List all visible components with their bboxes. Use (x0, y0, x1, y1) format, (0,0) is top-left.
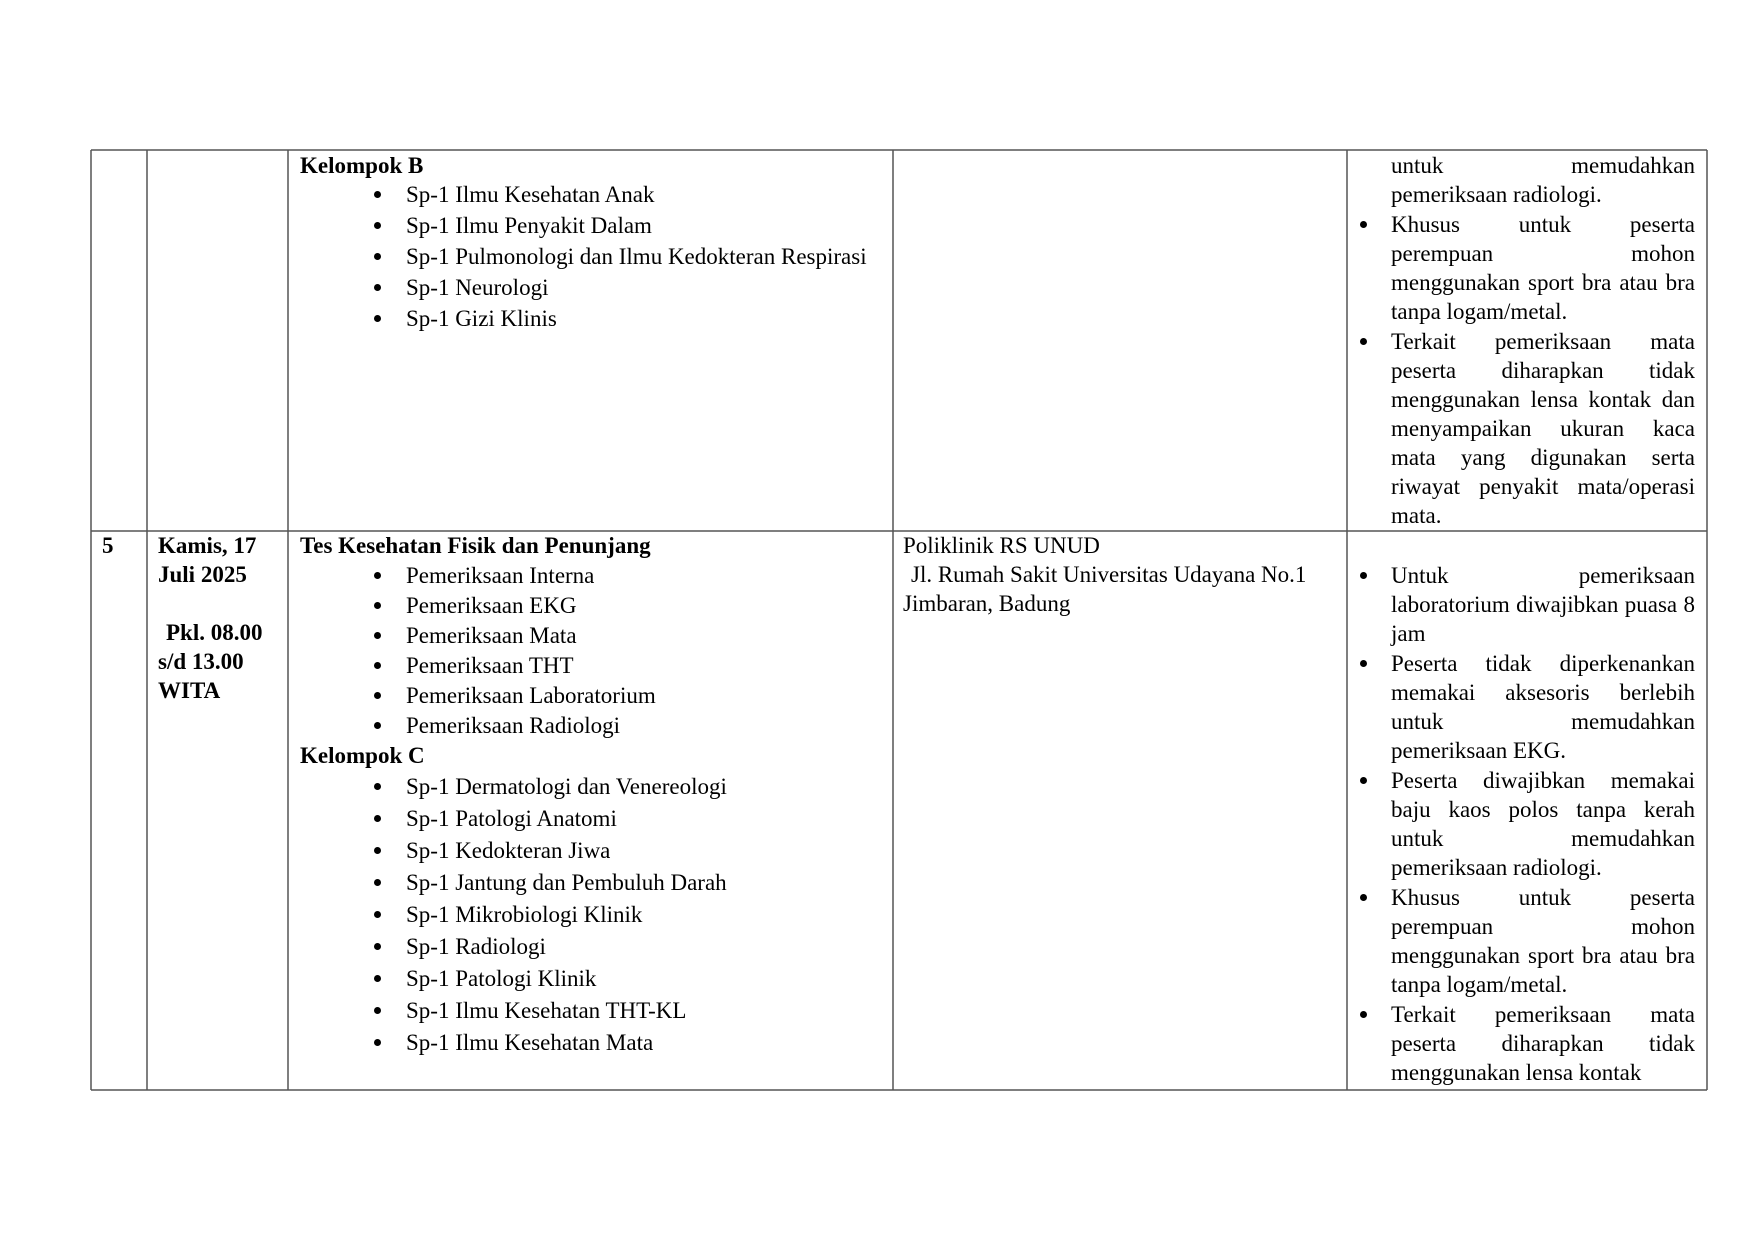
bullet-icon (374, 572, 381, 579)
time-line: Pkl. 08.00 (166, 620, 263, 645)
bullet-icon (374, 222, 381, 229)
list-item: Terkait pemeriksaan mata peserta diharapkan tidak menggunakan lensa kontak (1348, 1000, 1695, 1087)
prev-notes-list (1348, 210, 1695, 530)
bullet-icon (1360, 221, 1367, 228)
bullet-icon (1360, 660, 1367, 667)
bullet-icon (374, 253, 381, 260)
list-item: Terkait pemeriksaan mata peserta diharapkan tidak menggunakan lensa kontak dan menyampaikan ukuran kaca mata yang digunakan serta riwayat penyakit mata/operasi mata. (1348, 327, 1695, 530)
bullet-icon (374, 284, 381, 291)
activity-cell (300, 531, 890, 1057)
bullet-icon (1360, 777, 1367, 784)
bullet-icon (374, 1039, 381, 1046)
bullet-icon (374, 943, 381, 950)
bullet-icon (374, 783, 381, 790)
row-number: 5 (102, 533, 114, 558)
date-time-cell (158, 531, 286, 705)
group-b-title: Kelompok B (300, 153, 424, 178)
bullet-icon (374, 315, 381, 322)
time-line: s/d 13.00 (158, 649, 244, 674)
location-area: Jimbaran, Badung (903, 591, 1071, 616)
list-item: Sp-1 Dermatologi dan Venereologi (300, 772, 890, 801)
location-name: Poliklinik RS UNUD (903, 533, 1100, 558)
bullet-icon (374, 879, 381, 886)
list-item: Pemeriksaan Radiologi (300, 711, 890, 740)
location-address: Jl. Rumah Sakit Universitas Udayana No.1 (911, 562, 1307, 587)
list-item: Sp-1 Jantung dan Pembuluh Darah (300, 868, 890, 897)
group-b-list (300, 180, 890, 333)
bullet-icon (374, 602, 381, 609)
list-item: Untuk pemeriksaan laboratorium diwajibkan puasa 8 jam (1348, 561, 1695, 648)
bullet-icon (374, 815, 381, 822)
date-line: Kamis, 17 (158, 533, 257, 558)
list-item: Pemeriksaan Interna (300, 561, 890, 590)
list-item: Pemeriksaan EKG (300, 591, 890, 620)
list-item: Pemeriksaan Laboratorium (300, 681, 890, 710)
list-item: Khusus untuk peserta perempuan mohon menggunakan sport bra atau bra tanpa logam/metal. (1348, 210, 1695, 326)
date-line: Juli 2025 (158, 562, 247, 587)
group-c-list (300, 772, 890, 1057)
notes-lead-text: untuk memudahkan pemeriksaan radiologi. (1391, 153, 1695, 207)
list-item: Sp-1 Neurologi (300, 273, 890, 302)
activity-title: Tes Kesehatan Fisik dan Penunjang (300, 533, 651, 558)
bullet-icon (374, 662, 381, 669)
list-item: Pemeriksaan THT (300, 651, 890, 680)
bullet-icon (374, 1007, 381, 1014)
list-item: Sp-1 Patologi Klinik (300, 964, 890, 993)
list-item: Sp-1 Ilmu Kesehatan Anak (300, 180, 890, 209)
list-item: Sp-1 Ilmu Kesehatan Mata (300, 1028, 890, 1057)
bullet-icon (374, 975, 381, 982)
list-item: Sp-1 Gizi Klinis (300, 304, 890, 333)
bullet-icon (1360, 1011, 1367, 1018)
bullet-icon (374, 632, 381, 639)
bullet-icon (374, 722, 381, 729)
prev-notes-cell (1348, 151, 1695, 530)
list-item: Pemeriksaan Mata (300, 621, 890, 650)
list-item: Sp-1 Kedokteran Jiwa (300, 836, 890, 865)
bullet-icon (1360, 894, 1367, 901)
list-item: Peserta diwajibkan memakai baju kaos polos tanpa kerah untuk memudahkan pemeriksaan radiologi. (1348, 766, 1695, 882)
list-item: Sp-1 Patologi Anatomi (300, 804, 890, 833)
list-item: Khusus untuk peserta perempuan mohon menggunakan sport bra atau bra tanpa logam/metal. (1348, 883, 1695, 999)
list-item: Sp-1 Mikrobiologi Klinik (300, 900, 890, 929)
list-item: Sp-1 Radiologi (300, 932, 890, 961)
list-item: Sp-1 Ilmu Penyakit Dalam (300, 211, 890, 240)
bullet-icon (1360, 338, 1367, 345)
location-cell (903, 531, 1345, 618)
bullet-icon (374, 911, 381, 918)
bullet-icon (374, 692, 381, 699)
notes-list (1348, 561, 1695, 1087)
list-item: Sp-1 Ilmu Kesehatan THT-KL (300, 996, 890, 1025)
activity-list (300, 561, 890, 740)
bullet-icon (374, 191, 381, 198)
notes-cell (1348, 561, 1695, 1087)
time-line: WITA (158, 678, 221, 703)
bullet-icon (1360, 572, 1367, 579)
bullet-icon (374, 847, 381, 854)
prev-activity-cell (300, 151, 890, 333)
list-item: Peserta tidak diperkenankan memakai aksesoris berlebih untuk memudahkan pemeriksaan EKG. (1348, 649, 1695, 765)
group-c-title: Kelompok C (300, 743, 425, 768)
list-item: Sp-1 Pulmonologi dan Ilmu Kedokteran Respirasi (300, 242, 890, 271)
